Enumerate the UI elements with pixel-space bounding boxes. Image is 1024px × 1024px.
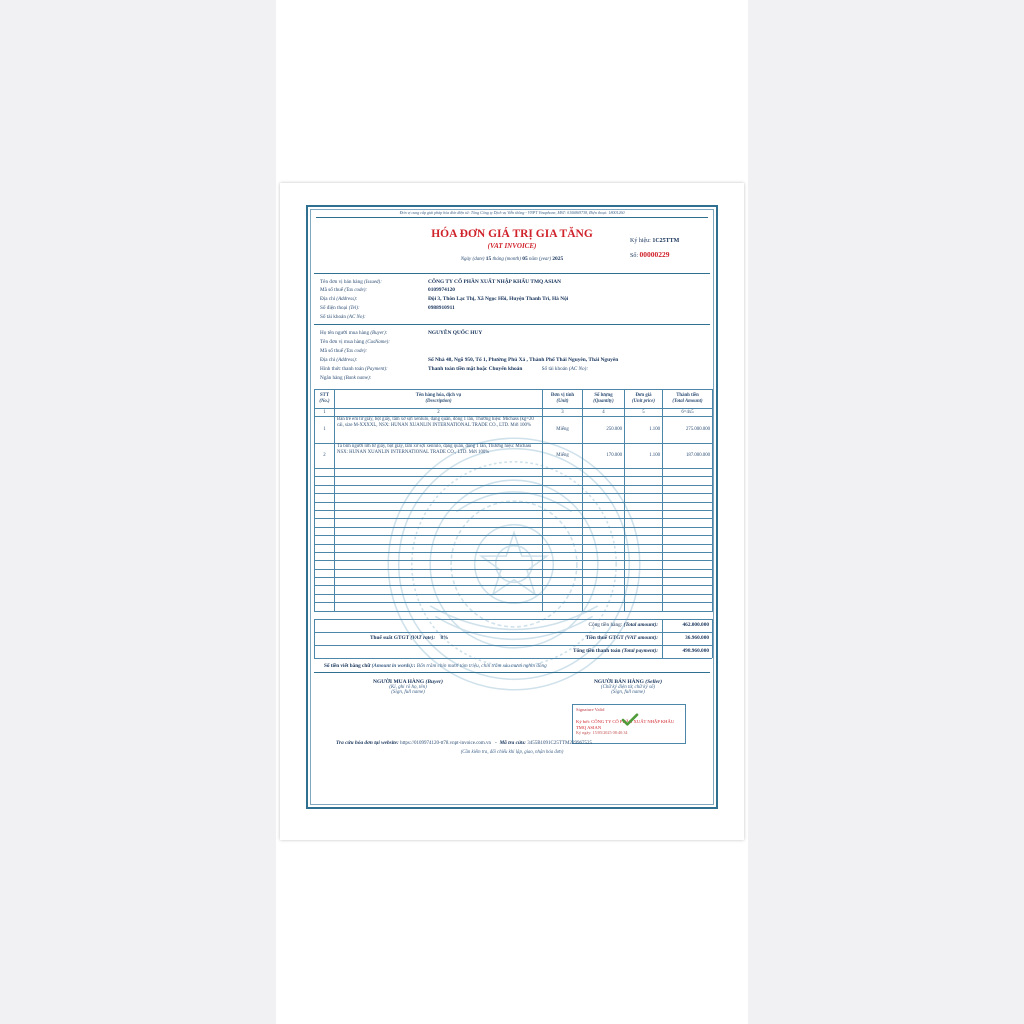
seller-divider (314, 324, 710, 325)
total-label: Tổng tiền thanh toán (Total payment): (572, 648, 658, 654)
left-margin (0, 0, 276, 1024)
col-header-no: STT (No.) (315, 390, 335, 409)
provider-divider (316, 217, 708, 218)
buyer-tax-row: Mã số thuế (Tax code): (320, 348, 368, 354)
col-header-unit: Đơn vị tính (Unit) (543, 390, 583, 409)
col-header-price: Đơn giá (Unit price) (625, 390, 663, 409)
table-blank-row (315, 469, 713, 477)
invoice-frame (306, 205, 718, 809)
header-divider (314, 273, 710, 274)
table-blank-row (315, 561, 713, 569)
vat-label: Tiền thuế GTGT (VAT amount): (585, 635, 658, 641)
digital-signature-box (572, 704, 686, 744)
buyer-bank-row: Ngân hàng (Bank name): (320, 375, 372, 381)
seller-phone-row: Số điện thoại (Tel): 0988910911 (320, 305, 455, 311)
invoice-number: Số: 00000229 (630, 250, 670, 259)
table-blank-row (315, 586, 713, 594)
table-header-row (315, 390, 713, 409)
seller-name-row: Tên đơn vị bán hàng (Issued): CÔNG TY CỔ PHẦN XUẤT NHẬP KHẨU TMQ ASIAN (320, 279, 562, 285)
buyer-payment-row: Hình thức thanh toán (Payment): Thanh toán tiền mặt hoặc Chuyển khoản Số tài khoản (AC No): (320, 366, 589, 372)
table-blank-row (315, 544, 713, 552)
table-blank-row (315, 552, 713, 560)
table-row: 2 Tã bỉm người lớn từ giấy, bột giấy, tấm xơ sợi xenlulo, dạng quần, đóng 1 lần, Thương hiệu: Michass NSX: HUNAN XUANLIN INTERNATIONAL TRADE CO., LTD. Mới 100% Miếng 170.000 1.100 187.000.000 (315, 444, 713, 469)
table-index-row: 1 2 3 4 5 6=4x5 (315, 409, 713, 417)
table-blank-row (315, 477, 713, 485)
table-blank-row (315, 485, 713, 493)
vat-value: 36.960.000 (685, 635, 709, 641)
table-blank-row (315, 569, 713, 577)
table-blank-row (315, 502, 713, 510)
vat-rate-label: Thuế suất GTGT (VAT rate): 8% (370, 635, 449, 641)
table-blank-row (315, 510, 713, 518)
buyer-address-row: Địa chỉ (Address): Số Nhà 48, Ngõ 950, Tổ 1, Phường Phú Xá , Thành Phố Thái Nguyên, Thái Nguyên (320, 357, 619, 363)
totals-block (314, 619, 712, 658)
right-margin (748, 0, 1024, 1024)
col-header-quantity: Số lượng (Quantity) (583, 390, 625, 409)
table-blank-row (315, 519, 713, 527)
buyer-name-row: Họ tên người mua hàng (Buyer): NGUYỄN QUỐC HUY (320, 330, 483, 336)
seller-tax-row: Mã số thuế (Tax code): 0109974120 (320, 287, 455, 293)
lookup-code: 3455B1091C25TTM229967525 (527, 741, 592, 746)
lookup-url[interactable]: https://0109974120-tt78.vnpt-invoice.com.vn (400, 741, 492, 746)
provider-line: Đơn vị cung cấp giải pháp hóa đơn điện tử: Tổng Công ty Dịch vụ Viễn thông - VNPT Vinaphone, MST: 0106869738, Điện thoại: 18001260 (399, 210, 625, 215)
lookup-note: (Cần kiểm tra, đối chiếu khi lập, giao, nhận hóa đơn) (460, 750, 564, 755)
check-icon (621, 713, 639, 727)
buyer-signature-block: NGƯỜI MUA HÀNG (Buyer) (Kí, ghi rõ họ, tên) (Sign, full name) (373, 679, 443, 695)
lookup-line: Tra cứu hóa đơn tại website: https://0109974120-tt78.vnpt-invoice.com.vn - Mã tra cứu: 3455B1091C25TTM229967525 (336, 740, 592, 746)
seller-account-row: Số tài khoản (AC No): (320, 314, 366, 320)
invoice-title: HÓA ĐƠN GIÁ TRỊ GIA TĂNG (431, 228, 593, 240)
table-blank-row (315, 536, 713, 544)
signature-status: Signature Valid (576, 707, 605, 712)
total-value: 498.960.000 (682, 648, 709, 654)
col-header-description: Tên hàng hóa, dịch vụ (Description) (335, 390, 543, 409)
table-blank-row (315, 603, 713, 611)
items-table (314, 389, 713, 612)
invoice-subtitle: (VAT INVOICE) (487, 242, 537, 250)
invoice-serial: Ký hiệu: 1C25TTM (630, 238, 680, 244)
signature-time: Ký ngày: 15/05/2025 08:40:34 (576, 730, 628, 736)
words-divider (314, 672, 710, 673)
signature-signer: Ký bởi: CÔNG TY CỔ PHẦN XUẤT NHẬP KHẨU TMQ ASIAN (576, 719, 675, 730)
buyer-company-row: Tên đơn vị mua hàng (CusName): (320, 339, 390, 345)
table-blank-row (315, 527, 713, 535)
seller-address-row: Địa chỉ (Address): Đội 3, Thôn Lạc Thị, Xã Ngọc Hồi, Huyện Thanh Trì, Hà Nội (320, 296, 569, 302)
table-blank-row (315, 578, 713, 586)
subtotal-label: Cộng tiền hàng: (Total amount): (588, 622, 658, 628)
subtotal-value: 462.000.000 (682, 622, 709, 628)
invoice-sheet (280, 183, 744, 840)
table-blank-row (315, 494, 713, 502)
col-header-amount: Thành tiền (Total Amount) (663, 390, 713, 409)
table-blank-row (315, 594, 713, 602)
seller-signature-block: NGƯỜI BÁN HÀNG (Seller) (Chữ ký điện tử, chữ ký số) (Sign, full name) (593, 679, 663, 695)
invoice-date: Ngày (date) 15 tháng (month) 05 năm (year) 2025 (460, 256, 564, 262)
amount-in-words: Số tiền viết bằng chữ (Amount in words):: Bốn trăm chín mươi tám triệu, chín trăm sáu mươi nghìn đồng (324, 663, 547, 669)
table-row: 1 Bàn trẻ em từ giấy, bột giấy, tấm xơ sợi xenlulo, dạng quần, đóng 1 lần, Thương hiệu: Michass (kg=20 cái, size M-XXXXL, NSX: HUNAN XUANLIN INTERNATIONAL TRADE CO., LTD. Mới 100% Miếng 250.000 1.100 275.000.000 (315, 417, 713, 444)
